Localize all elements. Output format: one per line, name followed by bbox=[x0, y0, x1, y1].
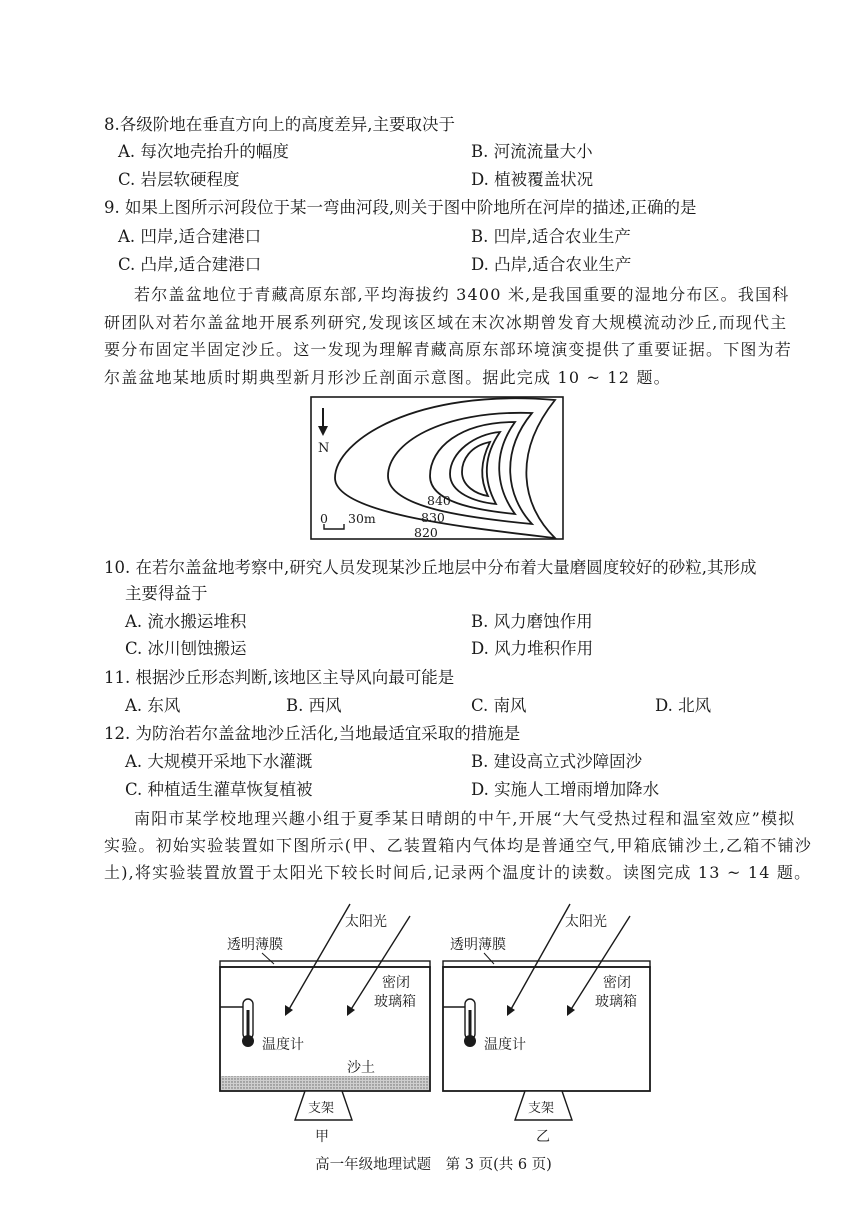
q10-option-b: B. 风力磨蚀作用 bbox=[471, 612, 593, 631]
contour-label-820: 820 bbox=[414, 525, 438, 540]
q9-stem: 9. 如果上图所示河段位于某一弯曲河段,则关于图中阶地所在河岸的描述,正确的是 bbox=[104, 198, 697, 217]
passage1-line2: 研团队对若尔盖盆地开展系列研究,发现该区域在末次冰期曾发育大规模流动沙丘,而现代主 bbox=[104, 313, 788, 332]
apparatus-jia bbox=[220, 904, 430, 1145]
sunray-1-jia bbox=[288, 904, 350, 1011]
q8-option-a: A. 每次地壳抬升的幅度 bbox=[118, 142, 289, 161]
soil-layer-jia bbox=[221, 1076, 429, 1090]
contour-inner-2 bbox=[462, 442, 490, 496]
stand-label-jia: 支架 bbox=[308, 1101, 335, 1116]
passage2-line3: 土),将实验装置放置于太阳光下较长时间后,记录两个温度计的读数。读图完成 13 ~ 14 题。 bbox=[104, 863, 812, 882]
scale-zero: 0 bbox=[320, 511, 328, 526]
apparatus-name-jia: 甲 bbox=[315, 1129, 329, 1145]
q9-option-a: A. 凹岸,适合建港口 bbox=[118, 227, 262, 246]
soil-label-jia: 沙土 bbox=[347, 1060, 375, 1076]
q9-option-b: B. 凹岸,适合农业生产 bbox=[471, 227, 631, 246]
film-label-jia: 透明薄膜 bbox=[227, 937, 283, 953]
passage1-line1: 若尔盖盆地位于青藏高原东部,平均海拔约 3400 米,是我国重要的湿地分布区。我国科 bbox=[134, 285, 790, 304]
passage1-line4: 尔盖盆地某地质时期典型新月形沙丘剖面示意图。据此完成 10 ~ 12 题。 bbox=[104, 368, 671, 387]
q8-option-b: B. 河流流量大小 bbox=[471, 142, 593, 161]
dune-contour-figure bbox=[310, 396, 565, 541]
q11-option-d: D. 北风 bbox=[655, 696, 712, 715]
film-jia bbox=[220, 961, 430, 967]
passage1-line3: 要分布固定半固定沙丘。这一发现为理解青藏高原东部环境演变提供了重要证据。下图为若 bbox=[104, 340, 793, 359]
greenhouse-experiment-figure bbox=[210, 898, 660, 1146]
contour-label-830: 830 bbox=[421, 510, 445, 525]
thermo-label-yi: 温度计 bbox=[484, 1037, 526, 1053]
box-label-2-yi: 玻璃箱 bbox=[595, 994, 637, 1010]
passage2-line2: 实验。初始实验装置如下图所示(甲、乙装置箱内气体均是普通空气,甲箱底铺沙土,乙箱不铺沙 bbox=[104, 836, 813, 855]
passage2-line1: 南阳市某学校地理兴趣小组于夏季某日晴朗的中午,开展“大气受热过程和温室效应”模拟 bbox=[134, 809, 796, 828]
q10-stem-line2: 主要得益于 bbox=[125, 584, 208, 603]
sun-label-yi: 太阳光 bbox=[565, 914, 607, 930]
box-label-2-jia: 玻璃箱 bbox=[374, 994, 416, 1010]
stand-label-yi: 支架 bbox=[528, 1101, 555, 1116]
north-label: N bbox=[318, 441, 330, 456]
box-label-1-yi: 密闭 bbox=[603, 975, 631, 991]
q12-option-c: C. 种植适生灌草恢复植被 bbox=[125, 780, 313, 799]
contour-inner-1 bbox=[450, 432, 500, 504]
q10-option-a: A. 流水搬运堆积 bbox=[125, 612, 247, 631]
film-leader-jia bbox=[262, 953, 274, 964]
q9-option-d: D. 凸岸,适合农业生产 bbox=[471, 255, 632, 274]
sun-label-jia: 太阳光 bbox=[345, 914, 387, 930]
q10-option-d: D. 风力堆积作用 bbox=[471, 639, 594, 658]
q8-option-d: D. 植被覆盖状况 bbox=[471, 170, 594, 189]
sunray-1-yi bbox=[510, 904, 570, 1011]
contour-label-840: 840 bbox=[427, 493, 451, 508]
film-yi bbox=[443, 961, 650, 967]
q12-stem: 12. 为防治若尔盖盆地沙丘活化,当地最适宜采取的措施是 bbox=[104, 724, 521, 743]
film-leader-yi bbox=[484, 953, 494, 964]
apparatus-yi bbox=[443, 904, 650, 1145]
film-label-yi: 透明薄膜 bbox=[450, 937, 506, 953]
q11-stem: 11. 根据沙丘形态判断,该地区主导风向最可能是 bbox=[104, 668, 455, 687]
thermo-label-jia: 温度计 bbox=[262, 1037, 304, 1053]
scale-value: 30m bbox=[348, 511, 376, 526]
q8-stem: 8.各级阶地在垂直方向上的高度差异,主要取决于 bbox=[104, 115, 455, 134]
q10-option-c: C. 冰川刨蚀搬运 bbox=[125, 639, 247, 658]
q12-option-b: B. 建设高立式沙障固沙 bbox=[471, 752, 643, 771]
apparatus-name-yi: 乙 bbox=[536, 1129, 550, 1145]
q11-option-a: A. 东风 bbox=[125, 696, 181, 715]
q8-option-c: C. 岩层软硬程度 bbox=[118, 170, 240, 189]
q11-option-c: C. 南风 bbox=[471, 696, 527, 715]
page-footer: 高一年级地理试题 第 3 页(共 6 页) bbox=[315, 1157, 552, 1173]
q12-option-a: A. 大规模开采地下水灌溉 bbox=[125, 752, 313, 771]
q12-option-d: D. 实施人工增雨增加降水 bbox=[471, 780, 660, 799]
q9-option-c: C. 凸岸,适合建港口 bbox=[118, 255, 262, 274]
q11-option-b: B. 西风 bbox=[286, 696, 342, 715]
box-label-1-jia: 密闭 bbox=[382, 975, 410, 991]
north-arrowhead-icon bbox=[318, 426, 328, 436]
q10-stem-line1: 10. 在若尔盖盆地考察中,研究人员发现某沙丘地层中分布着大量磨圆度较好的砂粒,其形成 bbox=[104, 558, 757, 577]
